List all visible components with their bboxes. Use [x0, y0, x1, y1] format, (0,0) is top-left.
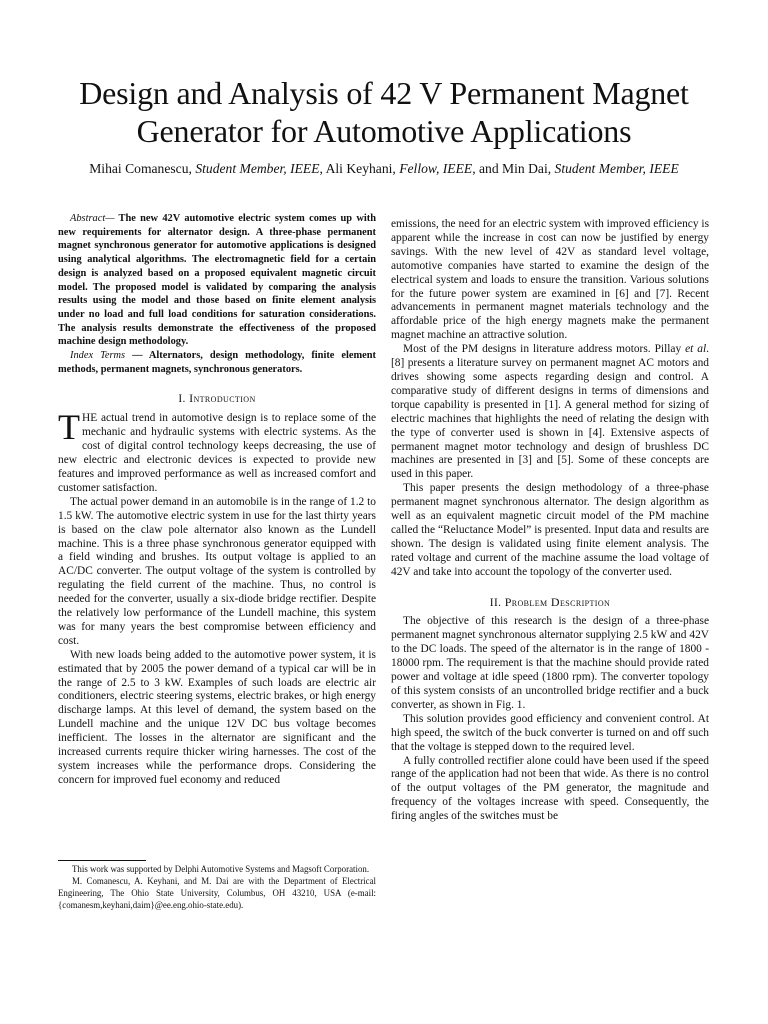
abstract: [58, 212, 376, 349]
author-1-name: Mihai Comanescu,: [89, 161, 192, 176]
paper-title: [40, 74, 728, 150]
intro-paragraph-1: [58, 407, 376, 495]
et-al: et al: [685, 343, 707, 356]
intro-paragraph-2: The actual power demand in an automobile is in the range of 1.2 to 1.5 kW. The automotive electric system in use for the last thirty years is based on the claw pole alternator also known as the Lundell machine. This is a three phase synchronous generator equipped with a field winding and brushes. Its output voltage is applied to an AC/DC converter. The output voltage of the system is controlled by regulating the field current of the machine. Thus, no control is needed for the converter, usually a six-diode bridge rectifier. Despite the relatively low performance of the Lundell machine, this system was for many years the best compromise between efficiency and cost.: [58, 495, 376, 647]
footnotes: [58, 864, 376, 912]
problem-paragraph-1: The objective of this research is the design of a three-phase permanent magnet synchronous alternator supplying 2.5 kW and 42V to the DC loads. The speed of the alternator is in the range of 1800 - 18000 rpm. The requirement is that the machine should provide rated power and voltage at idle speed (1800 rpm). The converter topology of this system consists of an uncontrolled bridge rectifier and a buck converter, as shown in Fig. 1.: [391, 615, 709, 711]
author-1-org: , IEEE: [283, 161, 320, 176]
footnote-divider: [58, 860, 146, 861]
author-2-org: , IEEE: [435, 161, 473, 176]
author-3-org: , IEEE: [642, 161, 679, 176]
section-2-title: Problem Description: [504, 594, 611, 609]
author-2-role: Fellow: [399, 161, 436, 176]
title-line-1: Design and Analysis of 42 V Permanent Magnet: [79, 75, 689, 111]
author-1-role: Student Member: [195, 161, 284, 176]
drop-cap: T: [58, 407, 80, 448]
intro-paragraph-3: With new loads being added to the automotive power system, it is estimated that by 2005 the power demand of a typical car will be in the range of 2.5 to 3 kW. Examples of such loads are electric air conditioners, electric steering systems, electric brakes, or high energy discharge lamps. At this level of demand, the system based on the Lundell machine and the unique 12V DC bus voltage becomes inefficient. The losses in the alternator are significant and the increased currents require thicker wiring harnesses. The cost of the system increases while the performance drops. Considering the concern for improved fuel economy and reduced: [58, 648, 376, 786]
intro-paragraph-4-text-b: . [8] presents a literature survey on permanent magnet AC motors and drives showing some aspects regarding design and control. A comparative study of different designs in terms of dimensions and torque capability is presented in [1]. A general method for sizing of electric machines that highlights the need of relating the design with the type of converter used is shown in [4]. Extensive aspects of permanent magnet motor technology and design of brushless DC machines are presented in [3] and [5]. Some of these concepts are used in this paper.: [391, 343, 709, 481]
footnote-funding: This work was supported by Delphi Automotive Systems and Magsoft Corporation.: [72, 864, 370, 874]
index-terms: [58, 349, 376, 376]
intro-paragraph-4: [391, 343, 709, 482]
index-terms-text: — Alternators, design methodology, finite element methods, permanent magnets, synchronous generators.: [58, 350, 377, 375]
intro-paragraph-4-text-a: Most of the PM designs in literature address motors. Pillay: [403, 343, 686, 356]
section-2-number: II.: [489, 596, 505, 609]
title-line-2: Generator for Automotive Applications: [136, 113, 632, 149]
intro-paragraph-5: This paper presents the design methodology of a three-phase permanent magnet synchronous alternator. The design algorithm as well as an equivalent magnetic circuit model of the PM machine called the “Reluctance Model” is presented. Input data and results are shown. The design is validated using finite element analysis. The rated voltage and current of the machine assume the load voltage of 42V and take into account the topology of the converter used.: [391, 482, 709, 578]
right-column: [391, 218, 709, 824]
section-1-title: Introduction: [189, 391, 256, 406]
author-list: [30, 160, 738, 178]
left-column: [58, 212, 376, 788]
author-3-role: Student Member: [554, 161, 643, 176]
index-terms-label: Index Terms: [70, 350, 126, 362]
section-heading-introduction: [58, 392, 376, 407]
author-3-name: , and Min Dai,: [472, 161, 552, 176]
intro-paragraph-1-text: HE actual trend in automotive design is to replace some of the mechanic and hydraulic systems with electric systems. As the cost of digital control technology keeps decreasing, the use of new electric and electronic devices is expected to provide new features and improved performance as well as increased comfort and customer satisfaction.: [58, 412, 376, 494]
problem-paragraph-3: A fully controlled rectifier alone could have been used if the speed range of the application had not been that wide. As there is no control of the output voltages of the PM generator, the magnitude and frequency of the voltages increase with speed. Consequently, the firing angles of the switches must be: [391, 754, 709, 823]
abstract-text: The new 42V automotive electric system comes up with new requirements for alternator design. A three-phase permanent magnet synchronous generator for automotive applications is designed using analytical algorithms. The electromagnetic field for a certain design is analyzed based on a proposed equivalent magnetic circuit model. The proposed model is validated by comparing the analysis results using the model and those based on finite element analysis under no load and full load conditions for saturation considerations. The analysis results demonstrate the effectiveness of the proposed machine design methodology.: [58, 213, 376, 348]
section-1-number: I.: [178, 393, 190, 406]
footnote-affiliation: M. Comanescu, A. Keyhani, and M. Dai are with the Department of Electrical Engineering, The Ohio State University, Columbus, OH 43210, USA (e-mail: {comanesm,keyhani,daim}@ee.eng.ohio-state.edu).: [58, 875, 376, 910]
problem-paragraph-2: This solution provides good efficiency and convenient control. At high speed, the switch of the buck converter is turned on and off such that the voltage is stepped down to the required level.: [391, 712, 709, 753]
intro-paragraph-3-continued: emissions, the need for an electric system with improved efficiency is apparent while the increase in cost can now be justified by energy savings. With the new level of 42V as standard level voltage, automotive companies have started to examine the design of the electrical system and loads to ensure the transition. Various solutions for the future power system are examined in [6] and [7]. Recent advancements in permanent magnet materials technology and the affordable price of the high energy magnets make the permanent magnet machine an attractive solution.: [391, 218, 709, 342]
section-heading-problem-description: [391, 596, 709, 611]
abstract-label: Abstract—: [70, 213, 115, 224]
author-2-name: , Ali Keyhani,: [319, 161, 396, 176]
